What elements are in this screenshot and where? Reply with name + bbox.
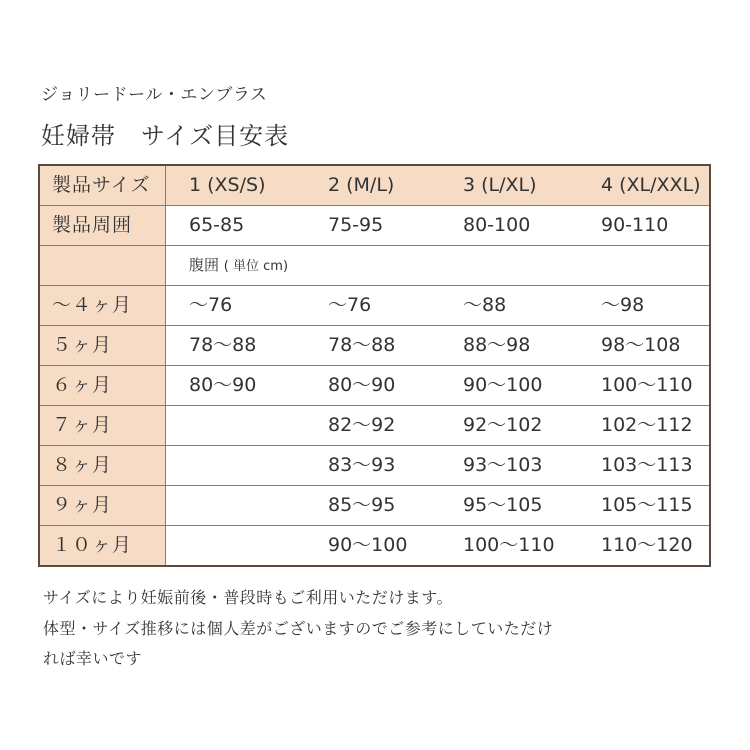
- table-row: [40, 326, 709, 366]
- table-cell: 102～112: [601, 414, 693, 436]
- table-cell: 78～88: [328, 334, 396, 356]
- table-row: [40, 446, 709, 486]
- table-cell: 90～100: [328, 534, 408, 556]
- table-cell: ～98: [601, 294, 645, 316]
- note-line-1: サイズにより妊娠前後・普段時もご利用いただけます。: [43, 588, 453, 607]
- table-cell: 90-110: [601, 214, 669, 236]
- table-cell: 75-95: [328, 214, 384, 236]
- size-2-header: 2 (M/L): [328, 174, 395, 196]
- table-cell: ～76: [328, 294, 372, 316]
- unit-note-sub: ( 単位 cm): [223, 259, 289, 274]
- table-cell: 103～113: [601, 454, 693, 476]
- row-label: ５ヶ月: [40, 326, 166, 365]
- row-label: ７ヶ月: [40, 406, 166, 445]
- unit-note: [189, 246, 288, 286]
- table-cell: 78～88: [189, 334, 257, 356]
- unit-note-main: 腹囲: [189, 256, 220, 274]
- row-label-empty: [40, 246, 166, 285]
- row-label: １０ヶ月: [40, 526, 166, 565]
- table-cell: 82～92: [328, 414, 396, 436]
- table-cell: 80～90: [189, 374, 257, 396]
- table-row: [40, 286, 709, 326]
- row-label: ～４ヶ月: [40, 286, 166, 325]
- row-label: ８ヶ月: [40, 446, 166, 485]
- brand-name: ジョリードール・エンブラス: [41, 85, 268, 105]
- table-cell: 80～90: [328, 374, 396, 396]
- note-line-3: れば幸いです: [43, 649, 143, 668]
- table-cell: 110～120: [601, 534, 693, 556]
- table-header-row: [40, 166, 709, 206]
- table-row-girth: [40, 206, 709, 246]
- table-cell: 80-100: [463, 214, 531, 236]
- row-label: ６ヶ月: [40, 366, 166, 405]
- table-cell: 100～110: [463, 534, 555, 556]
- size-4-header: 4 (XL/XXL): [601, 174, 701, 196]
- table-cell: 88～98: [463, 334, 531, 356]
- row-label: ９ヶ月: [40, 486, 166, 525]
- table-cell: ～76: [189, 294, 233, 316]
- table-cell: 92～102: [463, 414, 543, 436]
- table-cell: 95～105: [463, 494, 543, 516]
- size-1-header: 1 (XS/S): [189, 174, 266, 196]
- page-title: 妊婦帯 サイズ目安表: [41, 122, 290, 150]
- table-cell: 90～100: [463, 374, 543, 396]
- table-row: [40, 526, 709, 565]
- table-row: [40, 366, 709, 406]
- table-row: [40, 406, 709, 446]
- table-cell: 83～93: [328, 454, 396, 476]
- table-cell: 85～95: [328, 494, 396, 516]
- header-label: 製品サイズ: [40, 166, 166, 205]
- note-line-2: 体型・サイズ推移には個人差がございますのでご参考にしていただけ: [43, 619, 554, 638]
- table-cell: 105～115: [601, 494, 693, 516]
- table-row: [40, 486, 709, 526]
- row-label: 製品周囲: [40, 206, 166, 245]
- size-table: [38, 164, 711, 567]
- table-cell: 98～108: [601, 334, 681, 356]
- table-cell: ～88: [463, 294, 507, 316]
- table-cell: 100～110: [601, 374, 693, 396]
- table-cell: 93～103: [463, 454, 543, 476]
- table-row-unit: [40, 246, 709, 286]
- size-3-header: 3 (L/XL): [463, 174, 537, 196]
- table-cell: 65-85: [189, 214, 245, 236]
